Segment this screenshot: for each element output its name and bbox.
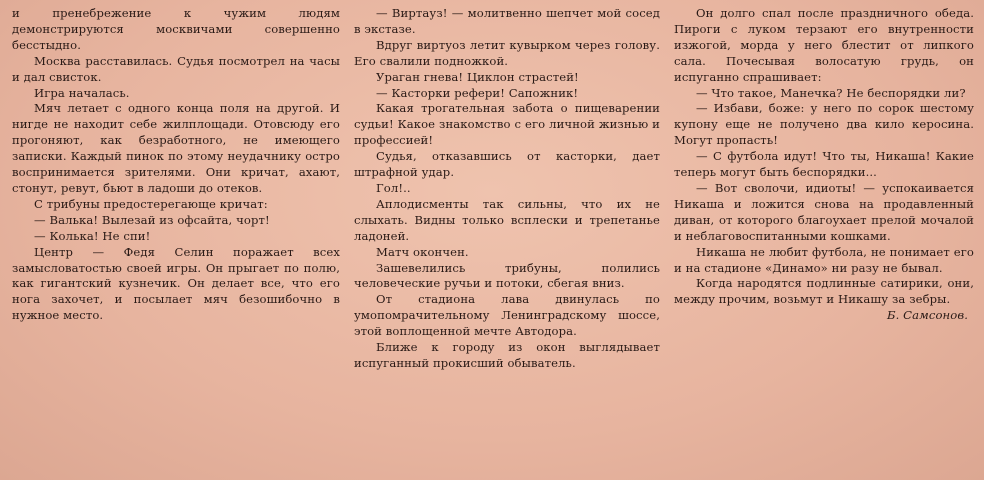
paragraph: и пренебрежение к чужим людям демонстрируются москвичами совершенно бесстыдно. <box>12 6 340 52</box>
paragraph: — Избави, боже: у него по сорок шестому купону еще не получено два кило керосина. Могут пропасть! <box>674 101 974 148</box>
paragraph: Мяч летает с одного конца поля на другой. И нигде не находит себе жилплощади. Отовсюду его прогоняют, как безработного, не имеющего записки. Каждый пинок по этому неудачнику остро воспринимается зрителями. Они кричат, ахают, стонут, ревут, бьют в ладоши до отеков. <box>12 101 340 195</box>
paragraph: Никаша не любит футбола, не понимает его и на стадионе «Динамо» ни разу не бывал. <box>674 244 974 275</box>
paragraph: От стадиона лава двинулась по умопомрачительному Ленинградскому шоссе, этой воплощенной мечте Автодора. <box>354 292 660 339</box>
paragraph: Гол!.. <box>376 180 411 195</box>
paragraph: Матч окончен. <box>376 244 469 259</box>
paragraph: Ближе к городу из окон выглядывает испуганный прокисший обыватель. <box>354 340 660 370</box>
paragraph: Игра началась. <box>34 85 130 100</box>
paragraph: — Что такое, Манечка? Не беспорядки ли? <box>696 85 966 100</box>
paragraph: Вдруг виртуоз летит кувырком через голову. Его свалили подножкой. <box>354 37 660 68</box>
article-column-1 <box>12 6 340 480</box>
paragraph: — Виртауз! — молитвенно шепчет мой сосед в экстазе. <box>354 6 660 36</box>
paragraph: С трибуны предостерегающе кричат: <box>34 196 268 211</box>
paragraph: Москва расставилась. Судья посмотрел на часы и дал свисток. <box>12 53 340 84</box>
paragraph: — С футбола идут! Что ты, Никаша! Какие теперь могут быть беспорядки... <box>674 149 974 180</box>
paragraph: — Касторки рефери! Сапожник! <box>376 85 579 100</box>
paragraph: — Колька! Не спи! <box>34 228 151 243</box>
paragraph: Когда народятся подлинные сатирики, они, между прочим, возьмут и Никашу за зебры. <box>674 276 974 307</box>
paragraph: Судья, отказавшись от касторки, дает штрафной удар. <box>354 149 660 180</box>
paragraph: Центр — Федя Селин поражает всех замысловатостью своей игры. Он прыгает по полю, как гигантский кузнечик. Он делает все, что его нога захочет, и посылает мяч безошибочно в нужное место. <box>12 244 340 323</box>
author-name: Б. Самсонов. <box>886 308 968 323</box>
paragraph: Аплодисменты так сильны, что их не слыхать. Видны только всплески и трепетанье ладоней. <box>354 196 660 243</box>
paragraph: Он долго спал после праздничного обеда. Пироги с луком терзают его внутренности изжогой, морда у него блестит от липкого сала. Почесывая волосатую грудь, он испуганно спрашивает: <box>674 6 974 84</box>
article-column-3 <box>674 6 974 480</box>
article-column-2 <box>354 6 660 480</box>
paragraph: — Валька! Вылезай из офсайта, чорт! <box>34 212 270 227</box>
paragraph: — Вот сволочи, идиоты! — успокаивается Никаша и ложится снова на продавленный диван, от которого благоухает прелой мочалой и неблаговоспитанными кошками. <box>674 180 974 243</box>
paragraph: Ураган гнева! Циклон страстей! <box>376 69 579 84</box>
paragraph: Какая трогательная забота о пищеварении судьи! Какое знакомство с его личной жизнью и профессией! <box>354 101 660 148</box>
paragraph: Зашевелились трибуны, полились человеческие ручьи и потоки, сбегая вниз. <box>354 260 660 291</box>
article-signature <box>674 308 974 324</box>
